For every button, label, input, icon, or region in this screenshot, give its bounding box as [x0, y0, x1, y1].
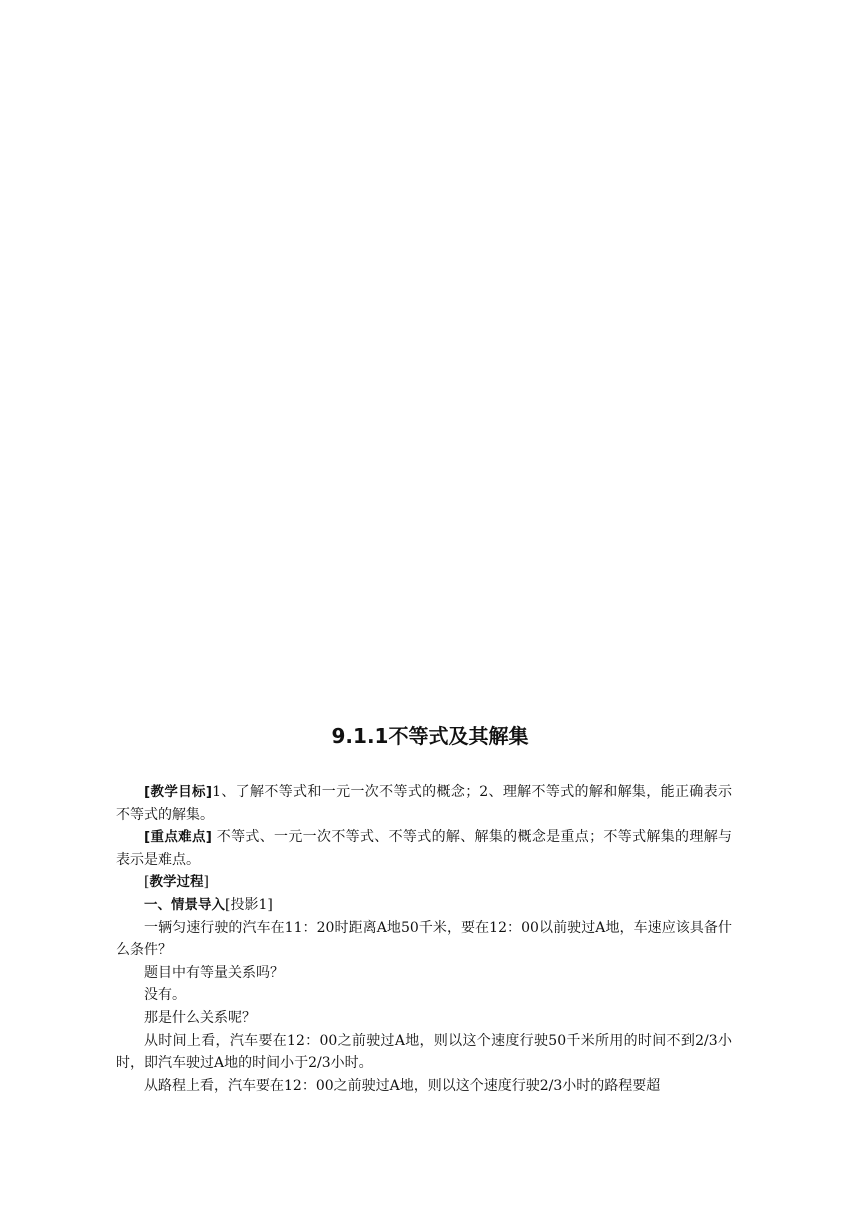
document-body	[116, 781, 732, 1097]
body-paragraph: 题目中有等量关系吗？	[144, 964, 284, 981]
body-paragraph: 从路程上看，汽车要在12：00之前驶过A地，则以这个速度行驶2/3小时的路程要超	[144, 1077, 661, 1094]
key-points-label	[144, 829, 212, 845]
objectives-label-text: 教学目标	[150, 784, 206, 800]
body-paragraph: 一辆匀速行驶的汽车在11：20时距离A地50千米，要在12：00以前驶过A地，车速应该具备什么条件？	[116, 919, 732, 959]
key-points-label-text: 重点难点	[150, 829, 206, 846]
teaching-process-paragraph	[116, 871, 732, 894]
objectives-open-bracket: [	[144, 784, 151, 800]
key-points-open-bracket: [	[144, 829, 151, 846]
section-heading-suffix: [投影1]	[225, 896, 273, 913]
key-points-close-bracket: ]	[205, 829, 212, 846]
process-close-bracket: ]	[203, 874, 209, 891]
section-heading-paragraph	[116, 894, 732, 917]
teaching-objectives-label	[144, 784, 212, 800]
body-paragraph: 从时间上看，汽车要在12：00之前驶过A地，则以这个速度行驶50千米所用的时间不到2/3小时，即汽车驶过A地的时间小于2/3小时。	[116, 1032, 732, 1072]
body-paragraph: 没有。	[144, 987, 186, 1004]
teaching-process-label: 教学过程	[149, 874, 204, 891]
key-points-text: 不等式、一元一次不等式、不等式的解、解集的概念是重点；不等式解集的理解与表示是难点。	[116, 829, 733, 868]
objectives-close-bracket: ]	[205, 784, 213, 800]
process-open-bracket: [	[144, 874, 150, 891]
document-title: 9.1.1不等式及其解集	[331, 724, 529, 748]
section-heading: 一、情景导入	[144, 896, 225, 913]
key-points-paragraph	[116, 826, 732, 871]
teaching-objectives-text: 1、了解不等式和一元一次不等式的概念；2、理解不等式的解和解集，能正确表示不等式的解集。	[116, 784, 733, 823]
body-paragraph: 那是什么关系呢？	[144, 1009, 256, 1026]
teaching-objectives-paragraph	[116, 781, 732, 826]
